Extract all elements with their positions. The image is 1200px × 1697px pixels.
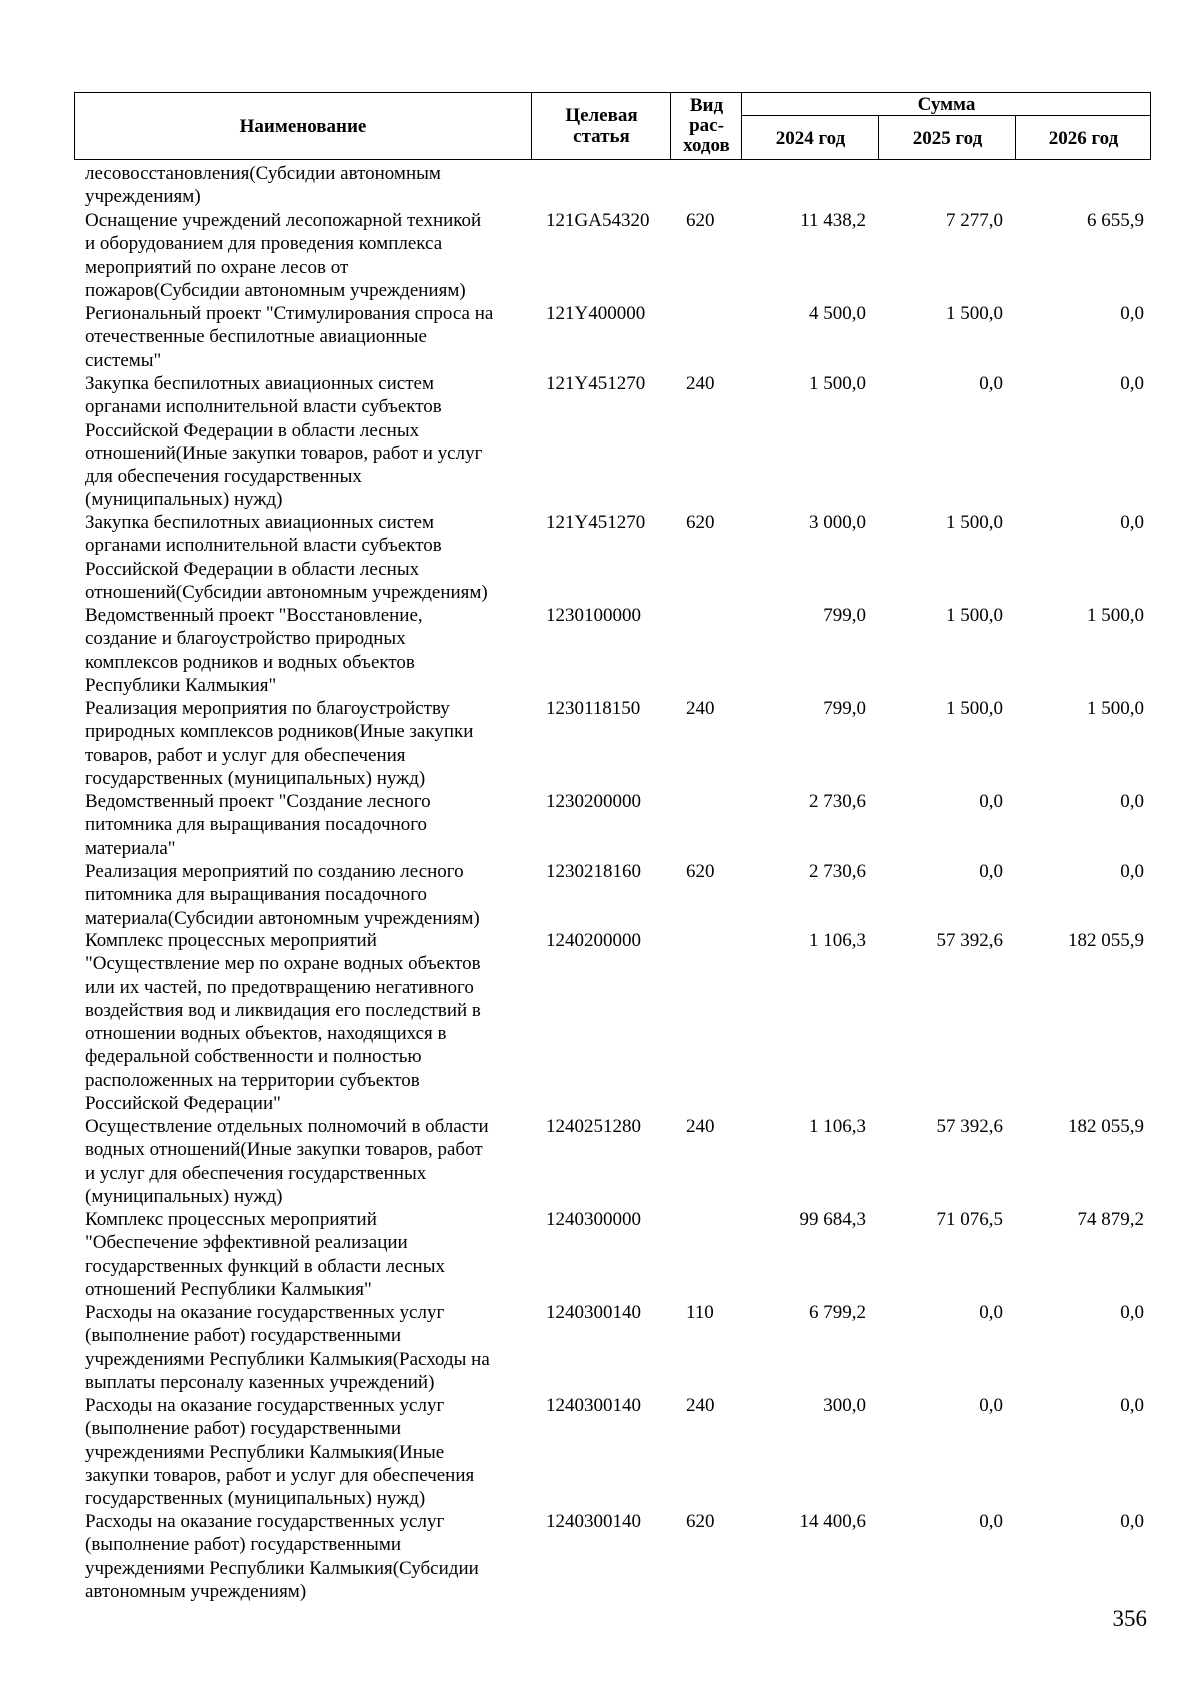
row-name: Расходы на оказание государственных услуг (выполнение работ) государственными учреждениями Республики Калмыкия(Расходы на выплаты персоналу казенных учреждений) xyxy=(85,1302,490,1393)
row-name: Региональный проект "Стимулирования спроса на отечественные беспилотные авиационные системы" xyxy=(85,303,494,371)
row-name: Расходы на оказание государственных услуг (выполнение работ) государственными учреждениями Республики Калмыкия(Иные закупки товаров, работ и услуг для обеспечения государственных (муниципальных) нужд) xyxy=(85,1395,475,1510)
row-value-2026: 0,0 xyxy=(1120,1302,1144,1323)
row-value-2025: 7 277,0 xyxy=(946,210,1003,231)
row-value-2026: 182 055,9 xyxy=(1068,930,1144,951)
row-value-2025: 1 500,0 xyxy=(946,698,1003,719)
row-value-2026: 0,0 xyxy=(1120,1511,1144,1532)
row-target-article: 121GA54320 xyxy=(546,210,650,231)
row-name: Оснащение учреждений лесопожарной техникой и оборудованием для проведения комплекса мероприятий по охране лесов от пожаров(Субсидии автономным учреждениям) xyxy=(85,210,482,301)
row-value-2026: 1 500,0 xyxy=(1087,605,1144,626)
row-value-2025: 0,0 xyxy=(979,1395,1003,1416)
row-target-article: 1230200000 xyxy=(546,791,641,812)
row-target-article: 1240251280 xyxy=(546,1116,641,1137)
header-year-2025: 2025 год xyxy=(912,127,983,149)
row-value-2025: 57 392,6 xyxy=(936,930,1003,951)
row-value-2025: 0,0 xyxy=(979,1511,1003,1532)
row-value-2024: 799,0 xyxy=(823,605,866,626)
row-value-2025: 1 500,0 xyxy=(946,303,1003,324)
header-year-2024: 2024 год xyxy=(775,127,846,149)
row-expense-type: 620 xyxy=(686,1511,715,1532)
row-value-2024: 1 500,0 xyxy=(809,373,866,394)
row-value-2026: 6 655,9 xyxy=(1087,210,1144,231)
row-value-2024: 799,0 xyxy=(823,698,866,719)
row-name: Закупка беспилотных авиационных систем органами исполнительной власти субъектов Российской Федерации в области лесных отношений(Иные закупки товаров, работ и услуг для обеспечения государственных (муниципальных) нужд) xyxy=(85,373,483,511)
row-name: Осуществление отдельных полномочий в области водных отношений(Иные закупки товаров, работ и услуг для обеспечения государственных (муниципальных) нужд) xyxy=(85,1116,489,1207)
row-name: Ведомственный проект "Восстановление, создание и благоустройство природных комплексов родников и водных объектов Республики Калмыкия" xyxy=(85,605,423,696)
row-expense-type: 620 xyxy=(686,210,715,231)
header-expense-type: Вид рас-ходов xyxy=(683,95,730,156)
row-target-article: 1240300000 xyxy=(546,1209,641,1230)
row-expense-type: 620 xyxy=(686,861,715,882)
row-value-2026: 0,0 xyxy=(1120,303,1144,324)
row-value-2024: 11 438,2 xyxy=(800,210,866,231)
row-value-2025: 1 500,0 xyxy=(946,512,1003,533)
row-value-2026: 0,0 xyxy=(1120,791,1144,812)
row-name: Ведомственный проект "Создание лесного питомника для выращивания посадочного материала" xyxy=(85,791,431,859)
row-name: Расходы на оказание государственных услуг (выполнение работ) государственными учреждениями Республики Калмыкия(Субсидии автономным учреждениям) xyxy=(85,1511,479,1602)
row-value-2026: 1 500,0 xyxy=(1087,698,1144,719)
row-name: Комплекс процессных мероприятий "Осуществление мер по охране водных объектов или их частей, по предотвращению негативного воздействия вод и ликвидация его последствий в отношении водных объектов, находящихся в федеральной собственности и полностью расположенных на территории субъектов Российской Федерации" xyxy=(85,930,481,1115)
row-target-article: 121Y400000 xyxy=(546,303,646,324)
row-expense-type: 240 xyxy=(686,373,715,394)
row-value-2024: 4 500,0 xyxy=(809,303,866,324)
row-value-2025: 1 500,0 xyxy=(946,605,1003,626)
row-expense-type: 240 xyxy=(686,1116,715,1137)
row-value-2024: 300,0 xyxy=(823,1395,866,1416)
row-value-2024: 6 799,2 xyxy=(809,1302,866,1323)
row-expense-type: 240 xyxy=(686,1395,715,1416)
row-target-article: 1240300140 xyxy=(546,1302,641,1323)
header-year-2026: 2026 год xyxy=(1048,127,1119,149)
row-target-article: 1230218160 xyxy=(546,861,641,882)
row-value-2026: 182 055,9 xyxy=(1068,1116,1144,1137)
row-value-2025: 0,0 xyxy=(979,791,1003,812)
row-value-2025: 57 392,6 xyxy=(936,1116,1003,1137)
row-name: лесовосстановления(Субсидии автономным учреждениям) xyxy=(85,163,441,208)
row-target-article: 1240200000 xyxy=(546,930,641,951)
header-sum: Сумма xyxy=(917,93,976,115)
row-value-2026: 74 879,2 xyxy=(1077,1209,1144,1230)
row-expense-type: 620 xyxy=(686,512,715,533)
row-name: Комплекс процессных мероприятий "Обеспечение эффективной реализации государственных функций в области лесных отношений Республики Калмыкия" xyxy=(85,1209,445,1300)
row-value-2026: 0,0 xyxy=(1120,373,1144,394)
row-expense-type: 110 xyxy=(686,1302,714,1323)
row-value-2024: 1 106,3 xyxy=(809,930,866,951)
row-name: Реализация мероприятия по благоустройству природных комплексов родников(Иные закупки товаров, работ и услуг для обеспечения государственных (муниципальных) нужд) xyxy=(85,698,474,789)
row-target-article: 121Y451270 xyxy=(546,373,646,394)
row-value-2024: 3 000,0 xyxy=(809,512,866,533)
row-value-2026: 0,0 xyxy=(1120,1395,1144,1416)
row-value-2026: 0,0 xyxy=(1120,861,1144,882)
row-value-2024: 1 106,3 xyxy=(809,1116,866,1137)
header-name: Наименование xyxy=(239,115,367,137)
row-target-article: 1230118150 xyxy=(546,698,641,719)
row-value-2024: 99 684,3 xyxy=(799,1209,866,1230)
row-value-2025: 71 076,5 xyxy=(936,1209,1003,1230)
row-value-2026: 0,0 xyxy=(1120,512,1144,533)
row-name: Закупка беспилотных авиационных систем органами исполнительной власти субъектов Российской Федерации в области лесных отношений(Субсидии автономным учреждениям) xyxy=(85,512,488,603)
header-target-article: Целевая статья xyxy=(565,105,638,147)
row-value-2024: 2 730,6 xyxy=(809,791,866,812)
row-expense-type: 240 xyxy=(686,698,715,719)
row-value-2025: 0,0 xyxy=(979,861,1003,882)
row-target-article: 1240300140 xyxy=(546,1511,641,1532)
table-header xyxy=(74,92,1151,160)
row-value-2024: 14 400,6 xyxy=(799,1511,866,1532)
row-target-article: 121Y451270 xyxy=(546,512,646,533)
row-name: Реализация мероприятий по созданию лесного питомника для выращивания посадочного материала(Субсидии автономным учреждениям) xyxy=(85,861,480,929)
row-value-2025: 0,0 xyxy=(979,1302,1003,1323)
row-target-article: 1230100000 xyxy=(546,605,641,626)
row-target-article: 1240300140 xyxy=(546,1395,641,1416)
row-value-2024: 2 730,6 xyxy=(809,861,866,882)
row-value-2025: 0,0 xyxy=(979,373,1003,394)
page-number: 356 xyxy=(1112,1606,1147,1631)
